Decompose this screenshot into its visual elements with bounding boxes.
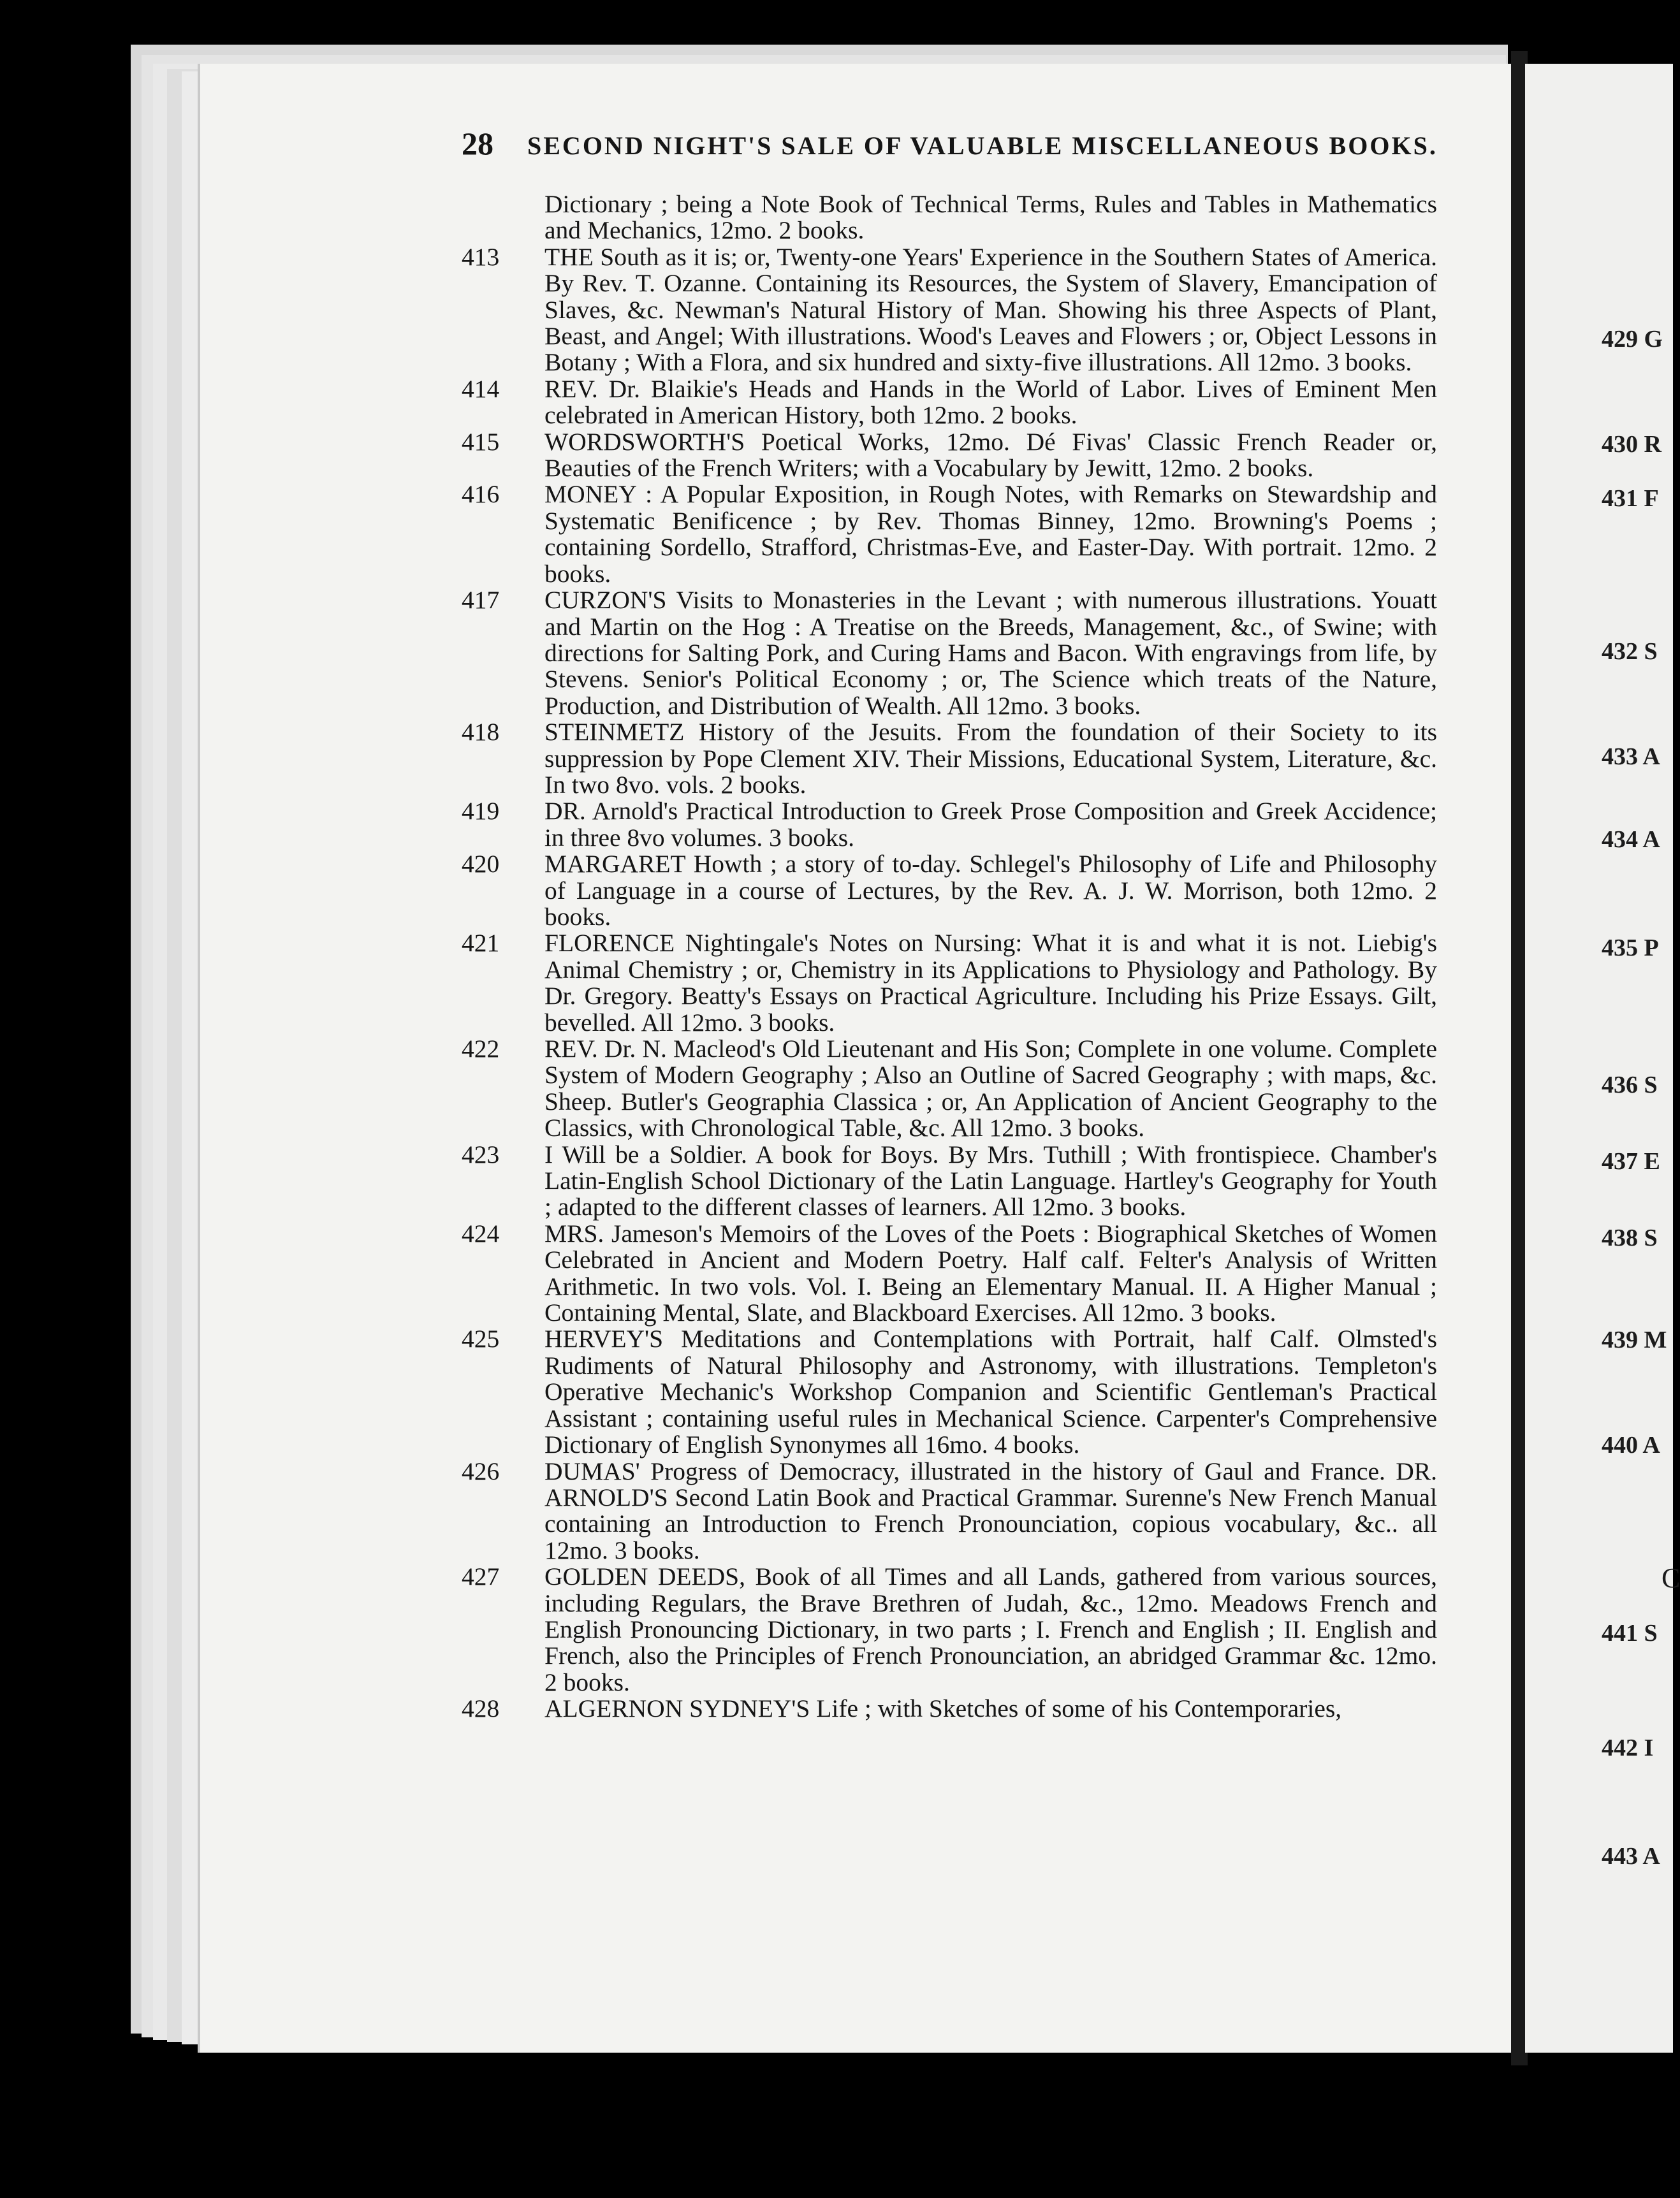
facing-page-lot: 438 S — [1602, 1225, 1658, 1251]
catalogue-entry — [462, 719, 1437, 798]
entry-text: Dictionary ; being a Note Book of Technical Terms, Rules and Tables in Mathematics and Mechanics, 12mo. 2 books. — [544, 190, 1437, 245]
facing-page-lot: 435 P — [1602, 935, 1659, 961]
lot-number: 424 — [462, 1219, 500, 1248]
continuation-entry — [462, 191, 1437, 244]
catalogue-entry — [462, 798, 1437, 851]
catalogue-entry — [462, 1564, 1437, 1696]
entry-text: STEINMETZ History of the Jesuits. From the foundation of their Society to its suppression by Pope Clement XIV. Their Missions, Educational System, Literature, &c. In two 8vo. vols. 2 books. — [544, 718, 1437, 799]
lot-number: 414 — [462, 374, 500, 403]
entry-text: DR. Arnold's Practical Introduction to Greek Prose Composition and Greek Accidence; in three 8vo volumes. 3 books. — [544, 797, 1437, 852]
lot-number: 418 — [462, 718, 500, 746]
catalogue-entry — [462, 851, 1437, 930]
lot-number: 417 — [462, 586, 500, 615]
lot-number: 422 — [462, 1035, 500, 1063]
lot-number: 413 — [462, 242, 500, 271]
entry-text: WORDSWORTH'S Poetical Works, 12mo. Dé Fivas' Classic French Reader or, Beauties of the French Writers; with a Vocabulary by Jewitt, 12mo. 2 books. — [544, 427, 1437, 483]
facing-page-lot: C — [1662, 1562, 1680, 1594]
lot-number: 427 — [462, 1562, 500, 1591]
lot-number: 428 — [462, 1694, 500, 1723]
facing-page-lot: 437 E — [1602, 1148, 1660, 1175]
lot-number: 415 — [462, 427, 500, 456]
catalogue-entries — [462, 191, 1437, 1722]
entry-text: FLORENCE Nightingale's Notes on Nursing: What it is and what it is not. Liebig's Animal Chemistry ; or, Chemistry in its Applications to Physiology and Pathology. By Dr. Gregory. Beatty's Essays on Practical Agriculture. Including his Prize Essays. Gilt, bevelled. All 12mo. 3 books. — [544, 929, 1437, 1037]
facing-page-lot: 434 A — [1602, 826, 1660, 853]
lot-number: 425 — [462, 1325, 500, 1353]
facing-page-lot: 432 S — [1602, 638, 1658, 665]
entry-text: THE South as it is; or, Twenty-one Years' Experience in the Southern States of America. By Rev. T. Ozanne. Containing its Resources, the System of Slavery, Emancipation of Slaves, &c. Newman's Natural History of Man. Showing his three Aspects of Plant, Beast, and Angel; With illustrations. Wood's Leaves and Flowers ; or, Object Lessons in Botany ; With a Flora, and six hundred and sixty-five illustrations. All 12mo. 3 books. — [544, 242, 1437, 377]
catalogue-entry — [462, 481, 1437, 587]
entry-text: MARGARET Howth ; a story of to-day. Schlegel's Philosophy of Life and Philosophy of Language in a course of Lectures, by the Rev. A. J. W. Morrison, both 12mo. 2 books. — [544, 850, 1437, 931]
entry-text: I Will be a Soldier. A book for Boys. By Mrs. Tuthill ; With frontispiece. Chamber's Latin-English School Dictionary of the Latin Language. Hartley's Geography for Youth ; adapted to the different classes of learners. All 12mo. 3 books. — [544, 1140, 1437, 1221]
facing-page-lot: 429 G — [1602, 326, 1663, 353]
entry-text: MRS. Jameson's Memoirs of the Loves of the Poets : Biographical Sketches of Women Celebrated in Ancient and Modern Poetry. Half calf. Felter's Analysis of Written Arithmetic. In two vols. Vol. I. Being an Elementary Manual. II. A Higher Manual ; Containing Mental, Slate, and Blackboard Exercises. All 12mo. 3 books. — [544, 1219, 1437, 1327]
catalogue-entry — [462, 429, 1437, 482]
catalogue-entry — [462, 1221, 1437, 1327]
page-header — [462, 125, 1437, 162]
catalogue-entry — [462, 1696, 1437, 1722]
facing-page-lot: 443 A — [1602, 1843, 1660, 1870]
entry-text: GOLDEN DEEDS, Book of all Times and all Lands, gathered from various sources, including Regulars, the Brave Brethren of Judah, &c., 12mo. Meadows French and English Pronouncing Dictionary, in two parts ; I. French and English ; II. English and French, also the Principles of French Pronounciation, an abridged Grammar &c. 12mo. 2 books. — [544, 1562, 1437, 1696]
entry-text: DUMAS' Progress of Democracy, illustrated in the history of Gaul and France. DR. ARNOLD'S Second Latin Book and Practical Grammar. Surenne's New French Manual containing an Introduction to French Pronounciation, copious vocabulary, &c.. all 12mo. 3 books. — [544, 1457, 1437, 1564]
catalogue-entry — [462, 376, 1437, 429]
entry-text: REV. Dr. Blaikie's Heads and Hands in the World of Labor. Lives of Eminent Men celebrated in American History, both 12mo. 2 books. — [544, 374, 1437, 430]
catalogue-entry — [462, 930, 1437, 1036]
facing-page-lot: 441 S — [1602, 1620, 1658, 1647]
catalogue-entry — [462, 1036, 1437, 1142]
lot-number: 423 — [462, 1140, 500, 1168]
lot-number: 421 — [462, 929, 500, 957]
facing-page-lot: 431 F — [1602, 485, 1659, 512]
entry-text: MONEY : A Popular Exposition, in Rough Notes, with Remarks on Stewardship and Systematic Benificence ; by Rev. Thomas Binney, 12mo. Browning's Poems ; containing Sordello, Strafford, Christmas-Eve, and Easter-Day. With portrait. 12mo. 2 books. — [544, 480, 1437, 588]
facing-page-lot: 442 I — [1602, 1735, 1654, 1761]
catalogue-entry — [462, 587, 1437, 719]
facing-page-lot: 430 R — [1602, 431, 1662, 458]
lot-number: 419 — [462, 797, 500, 826]
entry-text: HERVEY'S Meditations and Contemplations with Portrait, half Calf. Olmsted's Rudiments of Natural Philosophy and Astronomy, with illustrations. Templeton's Operative Mechanic's Workshop Companion and Scientific Gentleman's Practical Assistant ; containing useful rules in Mechanical Science. Carpenter's Comprehensive Dictionary of English Synonymes all 16mo. 4 books. — [544, 1325, 1437, 1459]
catalogue-entry — [462, 1142, 1437, 1221]
catalogue-entry — [462, 1459, 1437, 1564]
facing-page-lot: 439 M — [1602, 1327, 1667, 1353]
facing-page-lot: 433 A — [1602, 743, 1660, 770]
page-number: 28 — [462, 126, 493, 161]
lot-number: 420 — [462, 850, 500, 878]
facing-page-lot: 440 A — [1602, 1432, 1660, 1459]
running-title: SECOND NIGHT'S SALE OF VALUABLE MISCELLANEOUS BOOKS. — [527, 131, 1438, 160]
entry-text: ALGERNON SYDNEY'S Life ; with Sketches of some of his Contemporaries, — [544, 1694, 1342, 1723]
catalogue-entry — [462, 1326, 1437, 1458]
catalogue-entry — [462, 244, 1437, 376]
entry-text: CURZON'S Visits to Monasteries in the Levant ; with numerous illustrations. Youatt and Martin on the Hog : A Treatise on the Breeds, Management, &c., of Swine; with directions for Salting Pork, and Curing Hams and Bacon. With engravings from life, by Stevens. Senior's Political Economy ; or, The Science which treats of the Nature, Production, and Distribution of Wealth. All 12mo. 3 books. — [544, 586, 1437, 720]
lot-number: 426 — [462, 1457, 500, 1485]
facing-page-lot: 436 S — [1602, 1072, 1658, 1098]
lot-number: 416 — [462, 480, 500, 509]
entry-text: REV. Dr. N. Macleod's Old Lieutenant and His Son; Complete in one volume. Complete System of Modern Geography ; Also an Outline of Sacred Geography ; with maps, &c. Sheep. Butler's Geographia Classica ; or, An Application of Ancient Geography to the Classics, with Chronological Table, &c. All 12mo. 3 books. — [544, 1035, 1437, 1142]
